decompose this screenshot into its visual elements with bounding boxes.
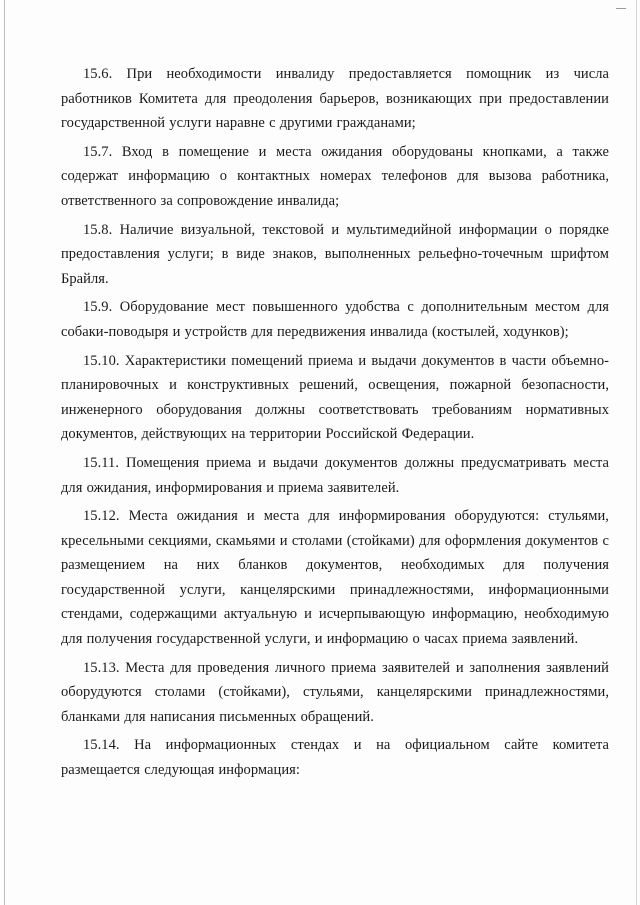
paragraph-15-12: 15.12. Места ожидания и места для информирования оборудуются: стульями, кресельными секциями, скамьями и столами (стойками) для оформления документов с размещением на них бланков документов, необходимых для получения государственной услуги, канцелярскими принадлежностями, информационными стендами, содержащими актуальную и исчерпывающую информацию, необходимую для получения государственной услуги, и информацию о часах приема заявлений. [61, 508, 609, 648]
paragraph-15-10: 15.10. Характеристики помещений приема и выдачи документов в части объемно-планировочных и конструктивных решений, освещения, пожарной безопасности, инженерного оборудования должны соответствовать требованиям нормативных документов, действующих на территории Российской Федерации. [61, 352, 609, 443]
scan-right-edge [636, 0, 637, 905]
paragraph-15-9: 15.9. Оборудование мест повышенного удобства с дополнительным местом для собаки-поводыря и устройств для передвижения инвалида (костылей, ходунков); [61, 299, 609, 340]
scan-corner-mark [616, 8, 626, 9]
paragraph-15-8: 15.8. Наличие визуальной, текстовой и мультимедийной информации о порядке предоставления услуги; в виде знаков, выполненных рельефно-точечным шрифтом Брайля. [61, 221, 609, 287]
paragraph-15-11: 15.11. Помещения приема и выдачи документов должны предусматривать места для ожидания, информирования и приема заявителей. [61, 454, 609, 496]
document-body [61, 62, 609, 787]
paragraph-15-14: 15.14. На информационных стендах и на официальном сайте комитета размещается следующая информация: [61, 737, 609, 779]
paragraph-15-6: 15.6. При необходимости инвалиду предоставляется помощник из числа работников Комитета для преодоления барьеров, возникающих при предоставлении государственной услуги наравне с другими гражданами; [61, 66, 609, 132]
paragraph-15-7: 15.7. Вход в помещение и места ожидания оборудованы кнопками, а также содержат информацию о контактных номерах телефонов для вызова работника, ответственного за сопровождение инвалида; [61, 143, 609, 209]
paragraph-15-13: 15.13. Места для проведения личного приема заявителей и заполнения заявлений оборудуются столами (стойками), стульями, канцелярскими принадлежностями, бланками для написания письменных обращений. [61, 659, 609, 725]
scan-left-edge [4, 0, 5, 905]
